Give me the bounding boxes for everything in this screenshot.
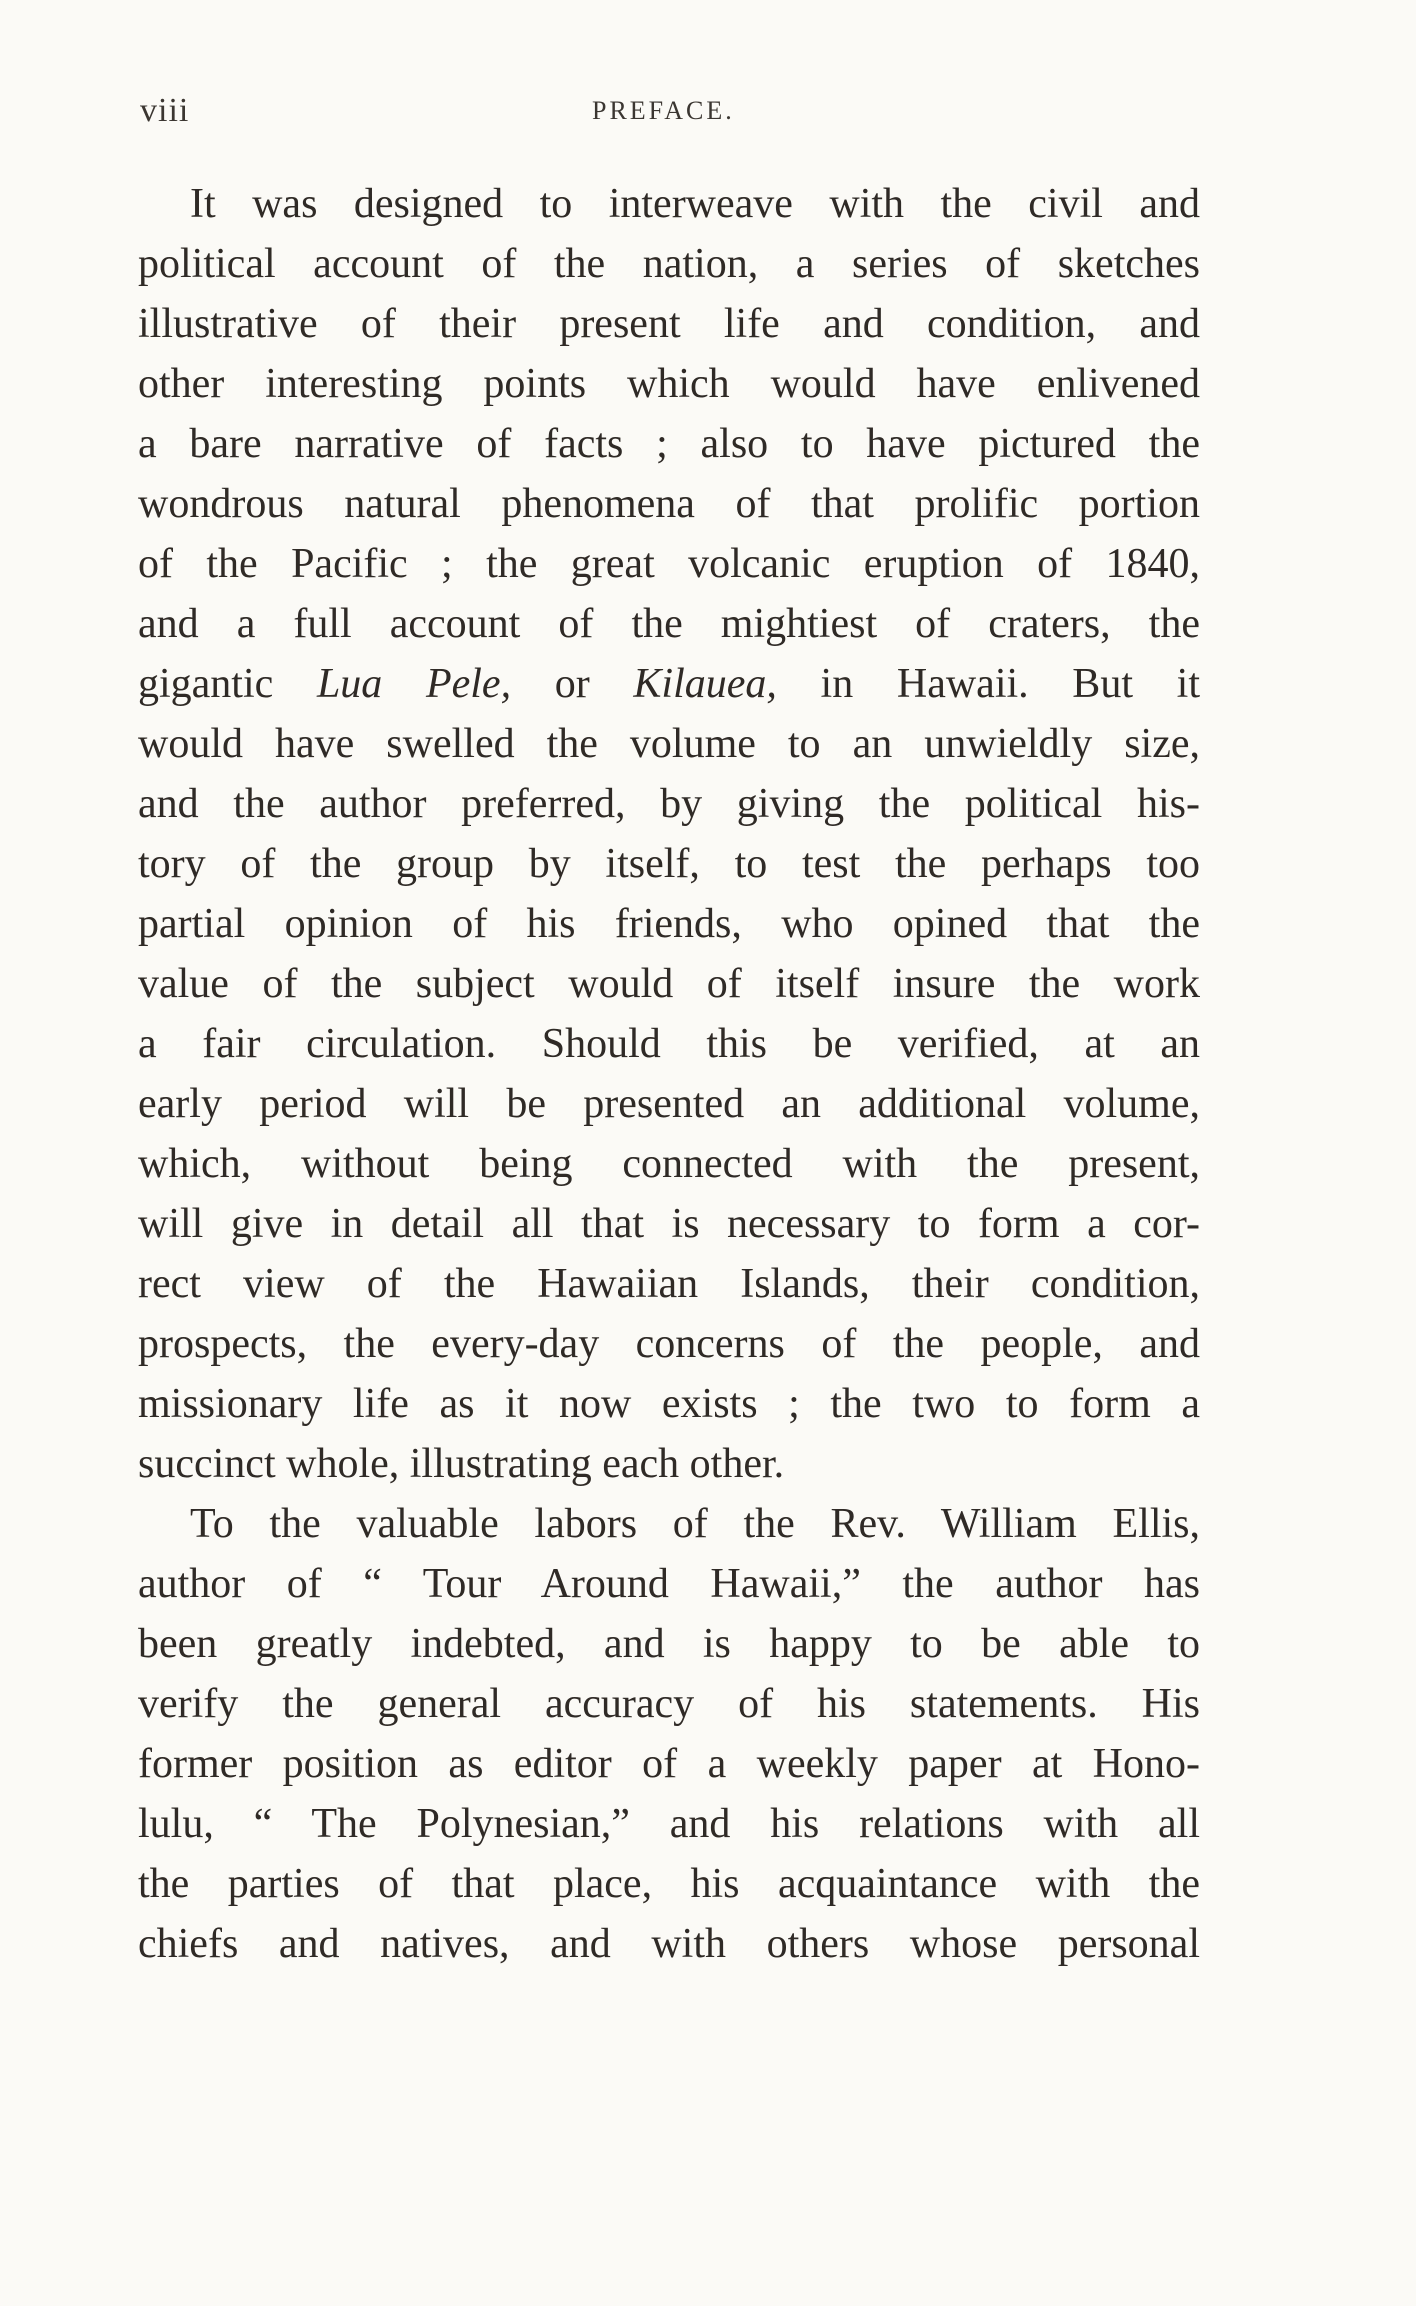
text-line: been greatly indebted, and is happy to be able to	[138, 1621, 1200, 1667]
text-line: political account of the nation, a series of sketches	[138, 241, 1200, 287]
text-line: rect view of the Hawaiian Islands, their condition,	[138, 1261, 1200, 1307]
text-line: will give in detail all that is necessary to form a cor-	[138, 1201, 1200, 1247]
text-line: a fair circulation. Should this be verified, at an	[138, 1021, 1200, 1067]
paragraph-2	[138, 1494, 1200, 1974]
text-line: tory of the group by itself, to test the perhaps too	[138, 841, 1200, 887]
text-line: wondrous natural phenomena of that prolific portion	[138, 481, 1200, 527]
text-line: and the author preferred, by giving the political his-	[138, 781, 1200, 827]
text-fragment: in Hawaii. But it	[820, 661, 1200, 707]
italic-place-name: Kilauea,	[633, 661, 777, 707]
text-line: verify the general accuracy of his statements. His	[138, 1681, 1200, 1727]
text-line: author of “ Tour Around Hawaii,” the author has	[138, 1561, 1200, 1607]
body-text	[138, 174, 1200, 1974]
text-line: To the valuable labors of the Rev. William Ellis,	[190, 1501, 1200, 1547]
text-line: missionary life as it now exists ; the two to form a	[138, 1381, 1200, 1427]
paragraph-1	[138, 174, 1200, 1494]
text-line: illustrative of their present life and condition, and	[138, 301, 1200, 347]
text-line-with-italics	[138, 654, 1200, 714]
text-line: and a full account of the mightiest of craters, the	[138, 601, 1200, 647]
text-line: would have swelled the volume to an unwieldly size,	[138, 721, 1200, 767]
text-line: partial opinion of his friends, who opined that the	[138, 901, 1200, 947]
text-fragment: gigantic	[138, 661, 274, 707]
text-fragment: or	[554, 661, 590, 707]
text-line: former position as editor of a weekly paper at Hono-	[138, 1741, 1200, 1787]
text-line: chiefs and natives, and with others whose personal	[138, 1921, 1200, 1967]
text-line: succinct whole, illustrating each other.	[138, 1441, 785, 1487]
italic-place-name: Lua Pele,	[316, 661, 512, 707]
page-number: viii	[140, 92, 190, 129]
page-header	[140, 92, 1200, 142]
text-line: other interesting points which would have enlivened	[138, 361, 1200, 407]
text-line: It was designed to interweave with the civil and	[190, 181, 1200, 227]
text-line: a bare narrative of facts ; also to have pictured the	[138, 421, 1200, 467]
text-line: the parties of that place, his acquaintance with the	[138, 1861, 1200, 1907]
text-line: prospects, the every-day concerns of the people, and	[138, 1321, 1200, 1367]
running-head: PREFACE.	[592, 96, 735, 125]
text-line: of the Pacific ; the great volcanic eruption of 1840,	[138, 541, 1200, 587]
text-line: early period will be presented an additional volume,	[138, 1081, 1200, 1127]
text-line: value of the subject would of itself insure the work	[138, 961, 1200, 1007]
text-line: lulu, “ The Polynesian,” and his relations with all	[138, 1801, 1200, 1847]
text-line: which, without being connected with the present,	[138, 1141, 1200, 1187]
